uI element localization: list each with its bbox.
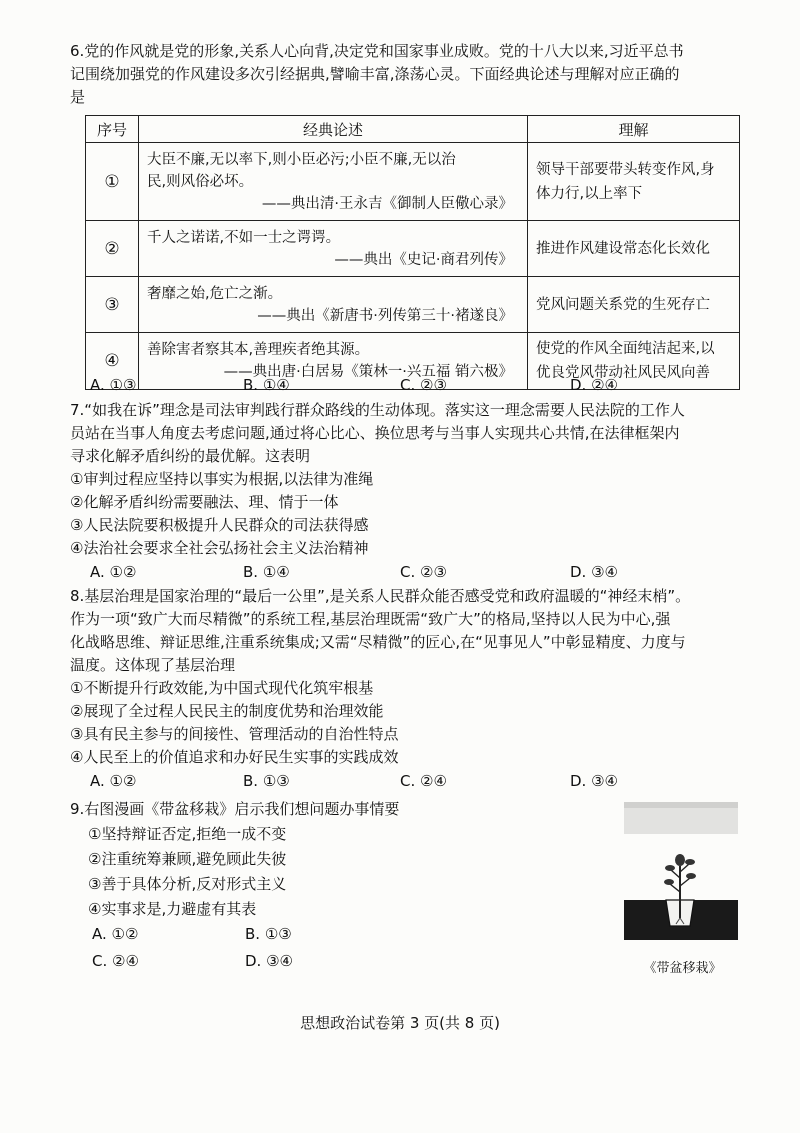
quote-cell bbox=[139, 221, 528, 277]
quote-line: 千人之诺诺,不如一士之谔谔。 bbox=[147, 229, 341, 246]
option-c[interactable]: C. ②④ bbox=[400, 772, 447, 790]
question-6-stem bbox=[70, 40, 750, 109]
stem-line: 员站在当事人角度去考虑问题,通过将心比心、换位思考与当事人实现共心共情,在法律框架内 bbox=[70, 424, 680, 442]
statement: ①不断提升行政效能,为中国式现代化筑牢根基 bbox=[70, 679, 374, 697]
question-7-options bbox=[90, 563, 770, 583]
meaning-cell bbox=[528, 221, 740, 277]
option-c[interactable]: C. ②③ bbox=[400, 563, 447, 581]
quote-cell bbox=[139, 277, 528, 333]
quotes-table bbox=[85, 115, 740, 390]
question-8-options bbox=[90, 772, 770, 792]
statement: ③具有民主参与的间接性、管理活动的自治性特点 bbox=[70, 725, 399, 743]
stem-line: 6.党的作风就是党的形象,关系人心向背,决定党和国家事业成败。党的十八大以来,习近平总书 bbox=[70, 42, 684, 60]
leaf bbox=[664, 879, 674, 885]
stem-line: 作为一项“致广大而尽精微”的系统工程,基层治理既需“致广大”的格局,坚持以人民为中心,强 bbox=[70, 610, 671, 628]
leaf bbox=[665, 865, 675, 871]
table-row bbox=[86, 277, 740, 333]
option-d[interactable]: D. ②④ bbox=[570, 376, 618, 394]
option-d[interactable]: D. ③④ bbox=[570, 772, 618, 790]
statement: ④法治社会要求全社会弘扬社会主义法治精神 bbox=[70, 539, 369, 557]
page-footer: 思想政治试卷第 3 页(共 8 页) bbox=[300, 1014, 500, 1032]
statement: ②展现了全过程人民民主的制度优势和治理效能 bbox=[70, 702, 384, 720]
row-number: ④ bbox=[86, 333, 139, 390]
stem-line: 化战略思维、辩证思维,注重系统集成;又需“尽精微”的匠心,在“见事见人”中彰显精度、力度与 bbox=[70, 633, 686, 651]
header-quote: 经典论述 bbox=[139, 116, 528, 143]
cartoon-sky-edge bbox=[624, 802, 738, 808]
row-number: ② bbox=[86, 221, 139, 277]
option-b[interactable]: B. ①④ bbox=[243, 376, 290, 394]
leaf bbox=[685, 859, 695, 865]
option-d[interactable]: D. ③④ bbox=[570, 563, 618, 581]
meaning-cell bbox=[528, 277, 740, 333]
statement: ③善于具体分析,反对形式主义 bbox=[88, 875, 287, 893]
meaning-line: 体力行,以上率下 bbox=[536, 185, 643, 202]
option-a[interactable]: A. ①③ bbox=[90, 376, 137, 394]
stem-line: 温度。这体现了基层治理 bbox=[70, 656, 236, 674]
meaning-line: 优良党风带动社风民风向善 bbox=[536, 365, 710, 381]
option-a[interactable]: A. ①② bbox=[90, 772, 137, 790]
meaning-line: 使党的作风全面纯洁起来,以 bbox=[536, 341, 715, 357]
meaning-line: 党风问题关系党的生死存亡 bbox=[536, 296, 710, 313]
statement: ②注重统筹兼顾,避免顾此失彼 bbox=[88, 850, 287, 868]
stem-line: 记围绕加强党的作风建设多次引经据典,譬喻丰富,涤荡心灵。下面经典论述与理解对应正确的 bbox=[70, 65, 680, 83]
quote-source: ——典出唐·白居易《策林一·兴五福 销六极》 bbox=[223, 364, 513, 380]
meaning-line: 推进作风建设常态化长效化 bbox=[536, 240, 710, 257]
quote-source: ——典出《史记·商君列传》 bbox=[334, 251, 513, 268]
option-a[interactable]: A. ①② bbox=[92, 925, 139, 943]
question-6-options bbox=[90, 376, 770, 396]
statement: ②化解矛盾纠纷需要融法、理、情于一体 bbox=[70, 493, 339, 511]
option-d[interactable]: D. ③④ bbox=[245, 952, 293, 970]
option-a[interactable]: A. ①② bbox=[90, 563, 137, 581]
statement: ①坚持辩证否定,拒绝一成不变 bbox=[88, 825, 287, 843]
option-b[interactable]: B. ①③ bbox=[245, 925, 292, 943]
stem-line: 是 bbox=[70, 88, 86, 106]
header-meaning: 理解 bbox=[528, 116, 740, 143]
option-c[interactable]: C. ②④ bbox=[92, 952, 139, 970]
statement: ④实事求是,力避虚有其表 bbox=[88, 900, 257, 918]
meaning-line: 领导干部要带头转变作风,身 bbox=[536, 161, 715, 178]
cartoon-caption: 《带盆移栽》 bbox=[643, 961, 722, 976]
question-7 bbox=[70, 399, 750, 560]
row-number: ① bbox=[86, 143, 139, 221]
quote-line: 奢靡之始,危亡之渐。 bbox=[147, 285, 283, 302]
statement: ①审判过程应坚持以事实为根据,以法律为准绳 bbox=[70, 470, 374, 488]
stem-line: 7.“如我在诉”理念是司法审判践行群众路线的生动体现。落实这一理念需要人民法院的工作人 bbox=[70, 401, 685, 419]
quote-source: ——典出《新唐书·列传第三十·褚遂良》 bbox=[257, 307, 513, 324]
meaning-cell bbox=[528, 143, 740, 221]
stem-line: 寻求化解矛盾纠纷的最优解。这表明 bbox=[70, 447, 311, 465]
option-c[interactable]: C. ②③ bbox=[400, 376, 447, 394]
statement: ③人民法院要积极提升人民群众的司法获得感 bbox=[70, 516, 369, 534]
stem-line: 8.基层治理是国家治理的“最后一公里”,是关系人民群众能否感受党和政府温暖的“神经末梢”。 bbox=[70, 587, 691, 605]
quote-line: 民,则风俗必坏。 bbox=[147, 173, 254, 190]
quote-line: 大臣不廉,无以率下,则小臣必污;小臣不廉,无以治 bbox=[147, 151, 456, 168]
option-b[interactable]: B. ①④ bbox=[243, 563, 290, 581]
stem-line: 9.右图漫画《带盆移栽》启示我们想问题办事情要 bbox=[70, 800, 400, 818]
option-b[interactable]: B. ①③ bbox=[243, 772, 290, 790]
header-no: 序号 bbox=[86, 116, 139, 143]
question-8 bbox=[70, 585, 750, 769]
table-header-row bbox=[86, 116, 740, 143]
quote-line: 善除害者察其本,善理疾者绝其源。 bbox=[147, 342, 370, 358]
table-row bbox=[86, 221, 740, 277]
statement: ④人民至上的价值追求和办好民生实事的实践成效 bbox=[70, 748, 399, 766]
table-row bbox=[86, 143, 740, 221]
leaf bbox=[686, 873, 696, 879]
quote-source: ——典出清·王永吉《御制人臣儆心录》 bbox=[261, 195, 513, 212]
quote-cell bbox=[139, 143, 528, 221]
leaf-top bbox=[675, 854, 685, 866]
row-number: ③ bbox=[86, 277, 139, 333]
cartoon-potted-transplant bbox=[622, 800, 740, 942]
